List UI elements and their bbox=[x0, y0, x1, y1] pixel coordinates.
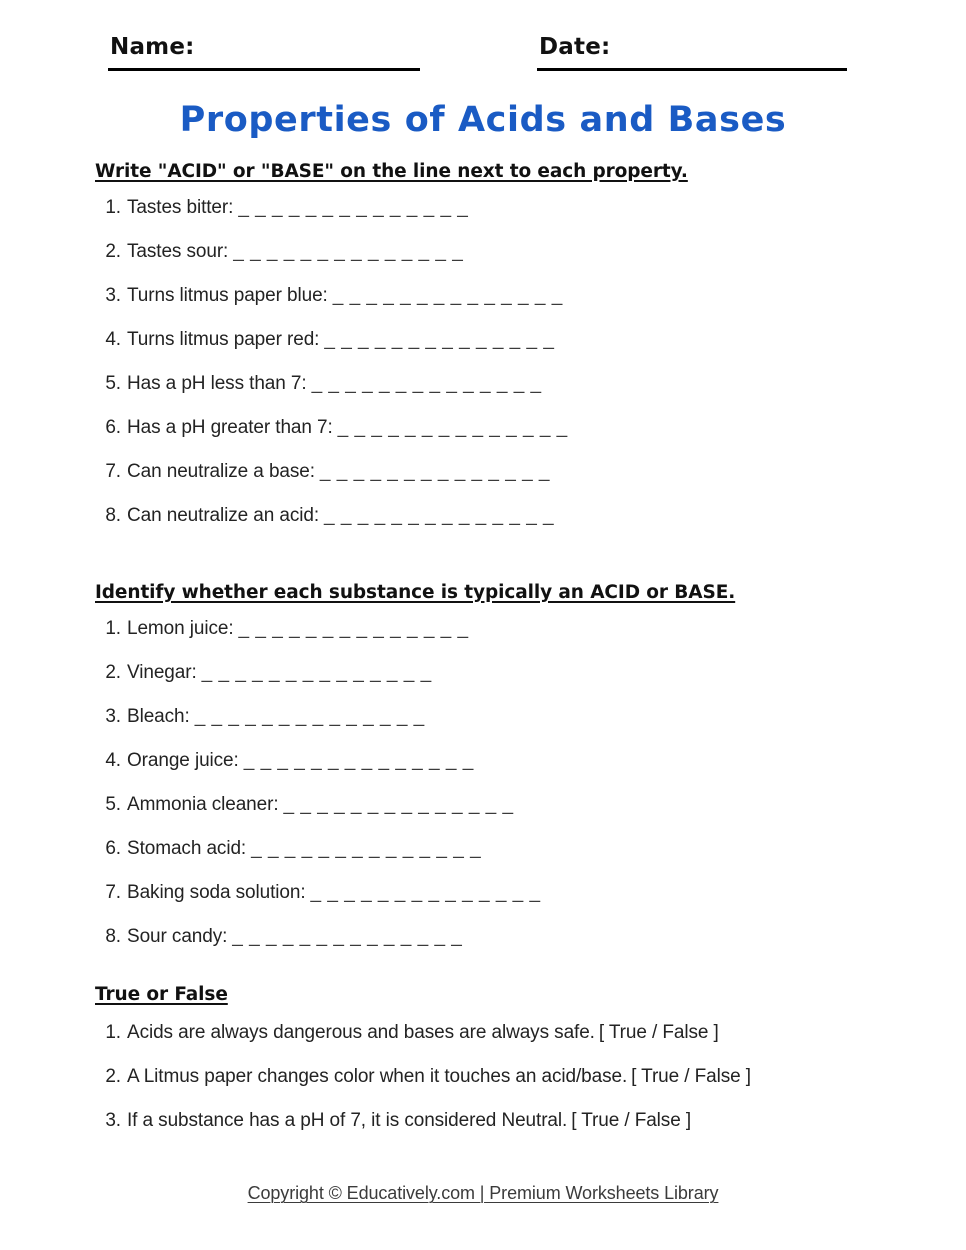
item-number: 4. bbox=[105, 329, 121, 350]
name-field[interactable] bbox=[108, 34, 420, 71]
date-label: Date: bbox=[539, 34, 611, 60]
item-number: 3. bbox=[105, 285, 121, 306]
true-false-choice[interactable]: [ True / False ] bbox=[631, 1066, 751, 1087]
date-write-line[interactable] bbox=[537, 68, 847, 71]
item-text: Sour candy: bbox=[127, 926, 228, 947]
answer-blank[interactable]: _ _ _ _ _ _ _ _ _ _ _ _ _ _ bbox=[337, 417, 568, 438]
item-number: 1. bbox=[105, 197, 121, 218]
list-item bbox=[95, 372, 925, 396]
item-number: 3. bbox=[105, 706, 121, 727]
substances-question-list bbox=[95, 617, 925, 949]
answer-blank[interactable]: _ _ _ _ _ _ _ _ _ _ _ _ _ _ bbox=[283, 794, 514, 815]
footer bbox=[0, 1183, 966, 1204]
item-text: Bleach: bbox=[127, 706, 190, 727]
item-number: 2. bbox=[105, 1066, 121, 1087]
list-item bbox=[95, 196, 925, 220]
section-true-or-false bbox=[95, 983, 945, 1133]
item-number: 2. bbox=[105, 241, 121, 262]
item-number: 4. bbox=[105, 750, 121, 771]
section-substances bbox=[95, 581, 925, 949]
item-text: Baking soda solution: bbox=[127, 882, 306, 903]
list-item bbox=[95, 504, 925, 528]
name-write-line[interactable] bbox=[108, 68, 420, 71]
item-text: Tastes sour: bbox=[127, 241, 229, 262]
answer-blank[interactable]: _ _ _ _ _ _ _ _ _ _ _ _ _ _ bbox=[310, 882, 541, 903]
list-item bbox=[95, 925, 925, 949]
item-text: Has a pH less than 7: bbox=[127, 373, 307, 394]
item-text: Turns litmus paper blue: bbox=[127, 285, 328, 306]
item-number: 1. bbox=[105, 618, 121, 639]
item-number: 5. bbox=[105, 373, 121, 394]
list-item bbox=[95, 705, 925, 729]
answer-blank[interactable]: _ _ _ _ _ _ _ _ _ _ _ _ _ _ bbox=[324, 329, 555, 350]
list-item bbox=[95, 837, 925, 861]
answer-blank[interactable]: _ _ _ _ _ _ _ _ _ _ _ _ _ _ bbox=[324, 505, 555, 526]
item-text: Acids are always dangerous and bases are always safe. bbox=[127, 1022, 595, 1043]
item-text: Stomach acid: bbox=[127, 838, 247, 859]
true-false-choice[interactable]: [ True / False ] bbox=[571, 1110, 692, 1131]
item-number: 8. bbox=[105, 926, 121, 947]
answer-blank[interactable]: _ _ _ _ _ _ _ _ _ _ _ _ _ _ bbox=[238, 197, 469, 218]
page-title: Properties of Acids and Bases bbox=[179, 100, 787, 140]
answer-blank[interactable]: _ _ _ _ _ _ _ _ _ _ _ _ _ _ bbox=[194, 706, 425, 727]
item-number: 3. bbox=[105, 1110, 121, 1131]
item-text: Turns litmus paper red: bbox=[127, 329, 320, 350]
item-text: Can neutralize an acid: bbox=[127, 505, 320, 526]
item-number: 2. bbox=[105, 662, 121, 683]
copyright-text: Copyright © Educatively.com | Premium Worksheets Library bbox=[247, 1183, 719, 1203]
item-text: Has a pH greater than 7: bbox=[127, 417, 333, 438]
answer-blank[interactable]: _ _ _ _ _ _ _ _ _ _ _ _ _ _ bbox=[232, 926, 463, 947]
item-number: 1. bbox=[105, 1022, 121, 1043]
item-text: If a substance has a pH of 7, it is considered Neutral. bbox=[127, 1110, 568, 1131]
date-field[interactable] bbox=[537, 34, 847, 71]
item-number: 5. bbox=[105, 794, 121, 815]
student-info-row bbox=[0, 34, 966, 86]
name-label: Name: bbox=[110, 34, 195, 60]
list-item bbox=[95, 1065, 945, 1089]
section-properties bbox=[95, 160, 925, 528]
answer-blank[interactable]: _ _ _ _ _ _ _ _ _ _ _ _ _ _ bbox=[311, 373, 542, 394]
list-item bbox=[95, 460, 925, 484]
list-item bbox=[95, 416, 925, 440]
item-number: 7. bbox=[105, 461, 121, 482]
item-text: Ammonia cleaner: bbox=[127, 794, 279, 815]
list-item bbox=[95, 661, 925, 685]
list-item bbox=[95, 881, 925, 905]
answer-blank[interactable]: _ _ _ _ _ _ _ _ _ _ _ _ _ _ bbox=[319, 461, 550, 482]
item-text: Lemon juice: bbox=[127, 618, 234, 639]
list-item bbox=[95, 1021, 945, 1045]
answer-blank[interactable]: _ _ _ _ _ _ _ _ _ _ _ _ _ _ bbox=[238, 618, 469, 639]
list-item bbox=[95, 284, 925, 308]
properties-question-list bbox=[95, 196, 925, 528]
item-text: Can neutralize a base: bbox=[127, 461, 315, 482]
answer-blank[interactable]: _ _ _ _ _ _ _ _ _ _ _ _ _ _ bbox=[251, 838, 482, 859]
item-text: A Litmus paper changes color when it touches an acid/base. bbox=[127, 1066, 628, 1087]
item-number: 8. bbox=[105, 505, 121, 526]
answer-blank[interactable]: _ _ _ _ _ _ _ _ _ _ _ _ _ _ bbox=[243, 750, 474, 771]
section-heading-substances: Identify whether each substance is typically an ACID or BASE. bbox=[95, 582, 736, 603]
item-number: 6. bbox=[105, 838, 121, 859]
list-item bbox=[95, 1109, 945, 1133]
list-item bbox=[95, 617, 925, 641]
answer-blank[interactable]: _ _ _ _ _ _ _ _ _ _ _ _ _ _ bbox=[201, 662, 432, 683]
section-heading-true-or-false: True or False bbox=[95, 984, 228, 1005]
list-item bbox=[95, 328, 925, 352]
item-number: 6. bbox=[105, 417, 121, 438]
answer-blank[interactable]: _ _ _ _ _ _ _ _ _ _ _ _ _ _ bbox=[233, 241, 464, 262]
list-item bbox=[95, 793, 925, 817]
item-text: Vinegar: bbox=[127, 662, 197, 683]
list-item bbox=[95, 749, 925, 773]
item-text: Orange juice: bbox=[127, 750, 239, 771]
true-false-choice[interactable]: [ True / False ] bbox=[598, 1022, 719, 1043]
true-false-question-list bbox=[95, 1021, 945, 1133]
item-number: 7. bbox=[105, 882, 121, 903]
answer-blank[interactable]: _ _ _ _ _ _ _ _ _ _ _ _ _ _ bbox=[332, 285, 563, 306]
item-text: Tastes bitter: bbox=[127, 197, 234, 218]
list-item bbox=[95, 240, 925, 264]
section-heading-properties: Write "ACID" or "BASE" on the line next to each property. bbox=[95, 161, 688, 182]
